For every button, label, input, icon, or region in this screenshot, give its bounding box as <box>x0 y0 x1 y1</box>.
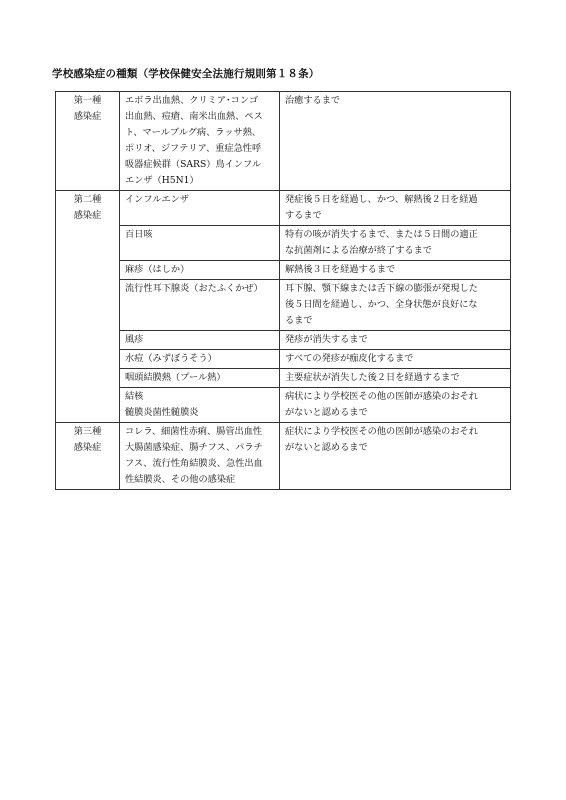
disease-text: エンザ（H5N1） <box>125 175 199 186</box>
criteria-cell <box>280 369 511 388</box>
disease-text: 流行性耳下腺炎（おたふくかぜ） <box>125 283 263 294</box>
disease-text: 結核 <box>125 391 144 402</box>
disease-text: エボラ出血熱、クリミア･コンゴ <box>125 95 259 106</box>
category-label: 感染症 <box>73 111 102 122</box>
table-row <box>56 388 511 423</box>
criteria-text: がないと認めるまで <box>285 407 368 418</box>
disease-cell <box>120 226 280 261</box>
criteria-cell <box>280 191 511 226</box>
table-row <box>56 280 511 331</box>
table-row <box>56 92 511 191</box>
criteria-text: るまで <box>285 315 313 326</box>
disease-text: ポリオ、ジフテリア、重症急性呼 <box>125 143 262 154</box>
disease-cell <box>120 261 280 280</box>
disease-text: 風疹 <box>125 334 144 345</box>
criteria-text: 耳下腺、顎下線または舌下線の膨張が発現した <box>285 283 478 294</box>
disease-cell <box>120 280 280 331</box>
disease-text: フス、流行性角結膜炎、急性出血 <box>125 458 263 469</box>
criteria-cell <box>280 331 511 350</box>
disease-text: 出血熱、痘瘡、南米出血熱、ペス <box>125 111 263 122</box>
category-label: 第一種 <box>73 95 102 106</box>
criteria-text: 主要症状が消失した後２日を経過するまで <box>285 372 460 383</box>
disease-cell <box>120 92 280 191</box>
criteria-text: 発症後５日を経過し、かつ、解熱後２日を経過 <box>285 194 478 205</box>
criteria-cell <box>280 261 511 280</box>
disease-text: 咽頭結膜熱（プール熱） <box>125 372 226 383</box>
criteria-text: するまで <box>285 210 322 221</box>
page-title: 学校感染症の種類（学校保健安全法施行規則第１８条） <box>52 68 320 80</box>
category-cell <box>56 92 120 191</box>
criteria-text: すべての発疹が痂皮化するまで <box>285 353 414 364</box>
table-row <box>56 226 511 261</box>
criteria-cell <box>280 388 511 423</box>
disease-cell <box>120 423 280 490</box>
disease-text: 百日咳 <box>125 229 153 240</box>
criteria-text: 特有の咳が消失するまで、または５日間の適正 <box>285 229 478 240</box>
disease-text: 麻疹（はしか） <box>125 264 190 275</box>
table-row <box>56 331 511 350</box>
criteria-text: 治癒するまで <box>285 95 341 106</box>
category-label: 第二種 <box>73 194 102 205</box>
criteria-text: 症状により学校医その他の医師が感染のおそれ <box>285 426 478 437</box>
disease-text: コレラ、細菌性赤痢、腸管出血性 <box>125 426 263 437</box>
table-row <box>56 423 511 490</box>
disease-text: インフルエンザ <box>125 194 189 205</box>
infectious-disease-table <box>55 91 511 490</box>
disease-cell <box>120 331 280 350</box>
criteria-text: 後５日間を経過し、かつ、全身状態が良好にな <box>285 299 478 310</box>
criteria-text: 発疹が消失するまで <box>285 334 368 345</box>
category-label: 感染症 <box>73 442 102 453</box>
disease-cell <box>120 350 280 369</box>
criteria-cell <box>280 280 511 331</box>
table-row <box>56 350 511 369</box>
table-row <box>56 369 511 388</box>
disease-cell <box>120 388 280 423</box>
table-row <box>56 261 511 280</box>
criteria-text: な抗菌剤による治療が終了するまで <box>285 245 432 256</box>
criteria-cell <box>280 350 511 369</box>
criteria-cell <box>280 92 511 191</box>
criteria-text: 病状により学校医その他の医師が感染のおそれ <box>285 391 478 402</box>
criteria-text: がないと認めるまで <box>285 442 368 453</box>
disease-text: ト、マールブルグ病、ラッサ熱、 <box>125 127 262 138</box>
disease-cell <box>120 191 280 226</box>
disease-text: 大腸菌感染症、腸チフス、パラチ <box>125 442 263 453</box>
table-row <box>56 191 511 226</box>
disease-cell <box>120 369 280 388</box>
criteria-cell <box>280 226 511 261</box>
disease-text: 性結膜炎、その他の感染症 <box>125 474 236 485</box>
disease-text: 吸器症候群（SARS）鳥インフル <box>125 159 262 170</box>
category-cell <box>56 423 120 490</box>
disease-text: 水痘（みずぼうそう） <box>125 353 217 364</box>
category-label: 第三種 <box>73 426 102 437</box>
criteria-text: 解熱後３日を経過するまで <box>285 264 396 275</box>
criteria-cell <box>280 423 511 490</box>
category-label: 感染症 <box>73 210 102 221</box>
category-cell <box>56 191 120 423</box>
disease-text: 髄膜炎菌性髄膜炎 <box>125 407 199 418</box>
